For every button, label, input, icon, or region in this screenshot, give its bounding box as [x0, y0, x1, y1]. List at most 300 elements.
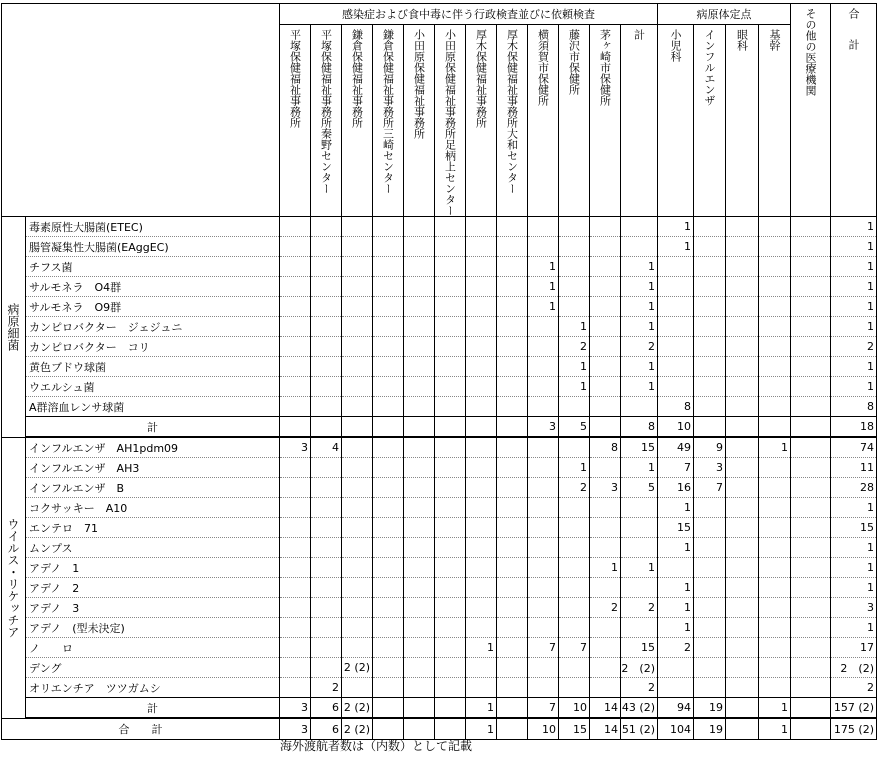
value-cell: 1: [831, 277, 877, 297]
col-header: [726, 25, 759, 217]
value-cell: [311, 357, 342, 377]
value-cell: 43 (2): [621, 698, 658, 719]
row-label: インフルエンザ B: [26, 478, 280, 498]
value-cell: 1: [831, 618, 877, 638]
value-cell: [342, 478, 373, 498]
value-cell: [559, 217, 590, 237]
value-cell: 2: [590, 598, 621, 618]
value-cell: [435, 337, 466, 357]
value-cell: [791, 377, 831, 397]
value-cell: [373, 638, 404, 658]
col-header: [759, 25, 791, 217]
value-cell: [590, 397, 621, 417]
value-cell: [528, 498, 559, 518]
value-cell: 10: [658, 417, 694, 438]
value-cell: 49: [658, 437, 694, 458]
value-cell: 1: [466, 718, 497, 740]
value-cell: [280, 478, 311, 498]
value-cell: 3: [590, 478, 621, 498]
col-header-label: 眼科: [735, 29, 749, 51]
value-cell: 3: [831, 598, 877, 618]
value-cell: [726, 377, 759, 397]
value-cell: [435, 437, 466, 458]
value-cell: [373, 558, 404, 578]
value-cell: [311, 458, 342, 478]
value-cell: [435, 478, 466, 498]
value-cell: [280, 658, 311, 678]
value-cell: [694, 317, 726, 337]
value-cell: [497, 357, 528, 377]
value-cell: 7: [528, 638, 559, 658]
value-cell: 11: [831, 458, 877, 478]
value-cell: [791, 437, 831, 458]
value-cell: [759, 397, 791, 417]
value-cell: 1: [759, 698, 791, 719]
value-cell: [342, 498, 373, 518]
value-cell: [342, 437, 373, 458]
value-cell: 1: [831, 257, 877, 277]
value-cell: [658, 678, 694, 698]
table-row: [2, 257, 877, 277]
col-header-label: 小田原保健福祉事務所足柄上センター: [443, 29, 457, 216]
row-label: アデノ 2: [26, 578, 280, 598]
row-label: ノ ロ: [26, 638, 280, 658]
value-cell: [559, 297, 590, 317]
value-cell: [559, 257, 590, 277]
value-cell: [404, 237, 435, 257]
col-header: [590, 25, 621, 217]
value-cell: [404, 578, 435, 598]
value-cell: [791, 598, 831, 618]
value-cell: [590, 417, 621, 438]
value-cell: [497, 337, 528, 357]
value-cell: [694, 678, 726, 698]
row-label: カンピロバクター ジェジュニ: [26, 317, 280, 337]
value-cell: [590, 317, 621, 337]
col-header-label: 厚木保健福祉事務所: [474, 29, 488, 128]
value-cell: [404, 337, 435, 357]
value-cell: [404, 317, 435, 337]
value-cell: [435, 498, 466, 518]
value-cell: [694, 297, 726, 317]
value-cell: [373, 538, 404, 558]
value-cell: [497, 217, 528, 237]
row-label: アデノ 3: [26, 598, 280, 618]
value-cell: 3: [280, 718, 311, 740]
value-cell: [311, 257, 342, 277]
value-cell: [590, 638, 621, 658]
row-label: インフルエンザ AH3: [26, 458, 280, 478]
value-cell: [621, 518, 658, 538]
table-row: [2, 317, 877, 337]
value-cell: [497, 277, 528, 297]
section-label-text: 病原細菌: [6, 302, 20, 351]
col-header-label: 平塚保健福祉事務所秦野センター: [319, 29, 333, 194]
value-cell: [466, 377, 497, 397]
value-cell: [726, 257, 759, 277]
col-header-label: 横須賀市保健所: [536, 29, 550, 106]
value-cell: [373, 698, 404, 719]
row-label: アデノ (型未決定): [26, 618, 280, 638]
col-header-total: 合計: [831, 4, 877, 217]
value-cell: [759, 478, 791, 498]
table-row: [2, 498, 877, 518]
value-cell: 2: [621, 598, 658, 618]
value-cell: [435, 638, 466, 658]
value-cell: 1: [466, 698, 497, 719]
value-cell: [466, 337, 497, 357]
value-cell: [342, 558, 373, 578]
value-cell: [726, 417, 759, 438]
value-cell: [497, 698, 528, 719]
value-cell: [497, 538, 528, 558]
value-cell: 5: [621, 478, 658, 498]
value-cell: 2: [621, 337, 658, 357]
value-cell: 157 (2): [831, 698, 877, 719]
col-header-label: 基幹: [768, 29, 781, 51]
value-cell: 2: [658, 638, 694, 658]
value-cell: [435, 277, 466, 297]
table-row: [2, 437, 877, 458]
value-cell: [759, 578, 791, 598]
value-cell: 8: [621, 417, 658, 438]
value-cell: [726, 538, 759, 558]
value-cell: [404, 638, 435, 658]
value-cell: 8: [590, 437, 621, 458]
col-header-label: 小田原保健福祉事務所: [412, 29, 426, 139]
col-header: [621, 25, 658, 217]
value-cell: [280, 257, 311, 277]
value-cell: [373, 337, 404, 357]
value-cell: [791, 257, 831, 277]
value-cell: 1: [621, 377, 658, 397]
value-cell: [694, 658, 726, 678]
value-cell: [694, 217, 726, 237]
value-cell: [621, 618, 658, 638]
value-cell: 1: [621, 458, 658, 478]
value-cell: [497, 598, 528, 618]
value-cell: [311, 498, 342, 518]
value-cell: [466, 437, 497, 458]
value-cell: 1: [559, 458, 590, 478]
value-cell: 15: [559, 718, 590, 740]
value-cell: [311, 237, 342, 257]
value-cell: [726, 518, 759, 538]
value-cell: [311, 538, 342, 558]
value-cell: [528, 618, 559, 638]
value-cell: 1: [658, 217, 694, 237]
value-cell: [694, 277, 726, 297]
col-header: [373, 25, 404, 217]
value-cell: [435, 377, 466, 397]
value-cell: [528, 357, 559, 377]
col-header: [694, 25, 726, 217]
value-cell: [311, 277, 342, 297]
value-cell: 1: [658, 237, 694, 257]
value-cell: [590, 277, 621, 297]
value-cell: [311, 578, 342, 598]
value-cell: [658, 357, 694, 377]
value-cell: [342, 277, 373, 297]
value-cell: [497, 518, 528, 538]
value-cell: [791, 317, 831, 337]
value-cell: [373, 458, 404, 478]
row-label: A群溶血レンサ球菌: [26, 397, 280, 417]
subtotal-row: [2, 698, 877, 719]
value-cell: [466, 678, 497, 698]
col-header: [342, 25, 373, 217]
table-row: [2, 598, 877, 618]
value-cell: [726, 658, 759, 678]
value-cell: 3: [280, 437, 311, 458]
value-cell: [497, 257, 528, 277]
value-cell: [435, 417, 466, 438]
row-label: ウエルシュ菌: [26, 377, 280, 397]
value-cell: [759, 498, 791, 518]
value-cell: 1: [466, 638, 497, 658]
value-cell: [435, 357, 466, 377]
value-cell: [466, 397, 497, 417]
value-cell: [590, 618, 621, 638]
value-cell: [342, 618, 373, 638]
value-cell: 1: [528, 257, 559, 277]
value-cell: [404, 217, 435, 237]
value-cell: [759, 337, 791, 357]
row-label: 計: [26, 698, 280, 719]
value-cell: [373, 578, 404, 598]
value-cell: 2 (2): [342, 718, 373, 740]
value-cell: [590, 377, 621, 397]
value-cell: [559, 518, 590, 538]
value-cell: [404, 357, 435, 377]
value-cell: [726, 598, 759, 618]
value-cell: [791, 618, 831, 638]
section-label: [2, 217, 26, 438]
value-cell: [404, 598, 435, 618]
row-label: 計: [26, 417, 280, 438]
row-label: アデノ 1: [26, 558, 280, 578]
value-cell: [528, 478, 559, 498]
value-cell: [726, 638, 759, 658]
value-cell: [791, 678, 831, 698]
row-label: カンピロバクター コリ: [26, 337, 280, 357]
value-cell: [404, 397, 435, 417]
value-cell: 1: [621, 277, 658, 297]
col-header: [559, 25, 590, 217]
value-cell: [590, 297, 621, 317]
value-cell: 51 (2): [621, 718, 658, 740]
value-cell: [590, 458, 621, 478]
value-cell: [435, 217, 466, 237]
value-cell: [435, 558, 466, 578]
value-cell: [791, 658, 831, 678]
value-cell: [466, 257, 497, 277]
value-cell: 2 (2): [831, 658, 877, 678]
value-cell: [497, 578, 528, 598]
group-header-admin: 感染症および食中毒に伴う行政検査並びに依頼検査: [280, 4, 658, 25]
value-cell: [466, 598, 497, 618]
value-cell: [466, 297, 497, 317]
value-cell: [280, 337, 311, 357]
value-cell: [528, 598, 559, 618]
value-cell: [404, 678, 435, 698]
value-cell: 2: [311, 678, 342, 698]
value-cell: [791, 498, 831, 518]
footnote: 海外渡航者数は（内数）として記載: [280, 739, 473, 753]
value-cell: 5: [559, 417, 590, 438]
col-header: [466, 25, 497, 217]
value-cell: [280, 397, 311, 417]
value-cell: [342, 237, 373, 257]
value-cell: [373, 277, 404, 297]
value-cell: 2: [559, 337, 590, 357]
value-cell: [658, 297, 694, 317]
value-cell: [497, 377, 528, 397]
value-cell: [466, 458, 497, 478]
value-cell: [559, 538, 590, 558]
value-cell: [342, 317, 373, 337]
value-cell: 14: [590, 698, 621, 719]
row-label: デング: [26, 658, 280, 678]
col-header: [280, 25, 311, 217]
value-cell: 1: [831, 538, 877, 558]
value-cell: [726, 718, 759, 740]
col-header-label: 計: [632, 29, 646, 40]
value-cell: [373, 598, 404, 618]
row-label: 合 計: [2, 718, 280, 740]
row-label: インフルエンザ AH1pdm09: [26, 437, 280, 458]
value-cell: 1: [590, 558, 621, 578]
value-cell: [435, 578, 466, 598]
value-cell: [726, 237, 759, 257]
value-cell: [311, 478, 342, 498]
subtotal-row: [2, 417, 877, 438]
value-cell: [590, 578, 621, 598]
value-cell: [759, 458, 791, 478]
col-header-other: その他の医療機関: [791, 4, 831, 217]
table-row: [2, 217, 877, 237]
value-cell: 19: [694, 718, 726, 740]
value-cell: [280, 678, 311, 698]
value-cell: 10: [559, 698, 590, 719]
value-cell: [466, 217, 497, 237]
table-row: [2, 678, 877, 698]
value-cell: [342, 377, 373, 397]
value-cell: 2 (2): [621, 658, 658, 678]
value-cell: [280, 357, 311, 377]
value-cell: [726, 698, 759, 719]
value-cell: [280, 297, 311, 317]
value-cell: 1: [831, 357, 877, 377]
value-cell: [694, 578, 726, 598]
value-cell: 1: [559, 317, 590, 337]
value-cell: [590, 518, 621, 538]
value-cell: [466, 478, 497, 498]
value-cell: [726, 277, 759, 297]
value-cell: [280, 498, 311, 518]
col-header: [658, 25, 694, 217]
value-cell: 7: [559, 638, 590, 658]
value-cell: 1: [621, 558, 658, 578]
value-cell: [466, 518, 497, 538]
value-cell: [404, 417, 435, 438]
value-cell: [342, 638, 373, 658]
value-cell: [658, 317, 694, 337]
value-cell: 1: [759, 437, 791, 458]
value-cell: 6: [311, 698, 342, 719]
value-cell: [280, 237, 311, 257]
col-header: [497, 25, 528, 217]
value-cell: [726, 337, 759, 357]
value-cell: 1: [759, 718, 791, 740]
value-cell: 3: [280, 698, 311, 719]
value-cell: [404, 277, 435, 297]
value-cell: 2: [559, 478, 590, 498]
value-cell: [759, 538, 791, 558]
value-cell: [373, 658, 404, 678]
value-cell: 1: [831, 217, 877, 237]
value-cell: 1: [559, 377, 590, 397]
value-cell: 8: [658, 397, 694, 417]
value-cell: [726, 678, 759, 698]
value-cell: [342, 297, 373, 317]
value-cell: [759, 417, 791, 438]
table-row: [2, 558, 877, 578]
value-cell: [590, 257, 621, 277]
col-header-label: 鎌倉保健福祉事務所: [350, 29, 364, 128]
value-cell: [528, 317, 559, 337]
value-cell: [759, 518, 791, 538]
value-cell: [759, 598, 791, 618]
col-header-label: インフルエンザ: [703, 29, 716, 106]
value-cell: 74: [831, 437, 877, 458]
value-cell: [373, 217, 404, 237]
value-cell: 10: [528, 718, 559, 740]
value-cell: [658, 337, 694, 357]
row-label: ムンプス: [26, 538, 280, 558]
section-label-text: ウイルス・リケッチア: [6, 517, 20, 638]
value-cell: [497, 397, 528, 417]
table-row: [2, 578, 877, 598]
value-cell: [590, 357, 621, 377]
value-cell: 3: [694, 458, 726, 478]
value-cell: 1: [831, 317, 877, 337]
table-row: [2, 618, 877, 638]
value-cell: [435, 538, 466, 558]
value-cell: [404, 518, 435, 538]
table-row: [2, 518, 877, 538]
value-cell: [497, 237, 528, 257]
value-cell: [311, 658, 342, 678]
value-cell: [759, 678, 791, 698]
value-cell: [590, 237, 621, 257]
table-row: [2, 337, 877, 357]
value-cell: [435, 658, 466, 678]
value-cell: 1: [831, 498, 877, 518]
value-cell: [497, 297, 528, 317]
value-cell: 6: [311, 718, 342, 740]
value-cell: [280, 377, 311, 397]
value-cell: [342, 538, 373, 558]
col-header: [435, 25, 466, 217]
value-cell: [435, 458, 466, 478]
value-cell: 7: [694, 478, 726, 498]
value-cell: [528, 217, 559, 237]
value-cell: [280, 538, 311, 558]
value-cell: 9: [694, 437, 726, 458]
table-row: [2, 538, 877, 558]
row-label: オリエンチア ツツガムシ: [26, 678, 280, 698]
